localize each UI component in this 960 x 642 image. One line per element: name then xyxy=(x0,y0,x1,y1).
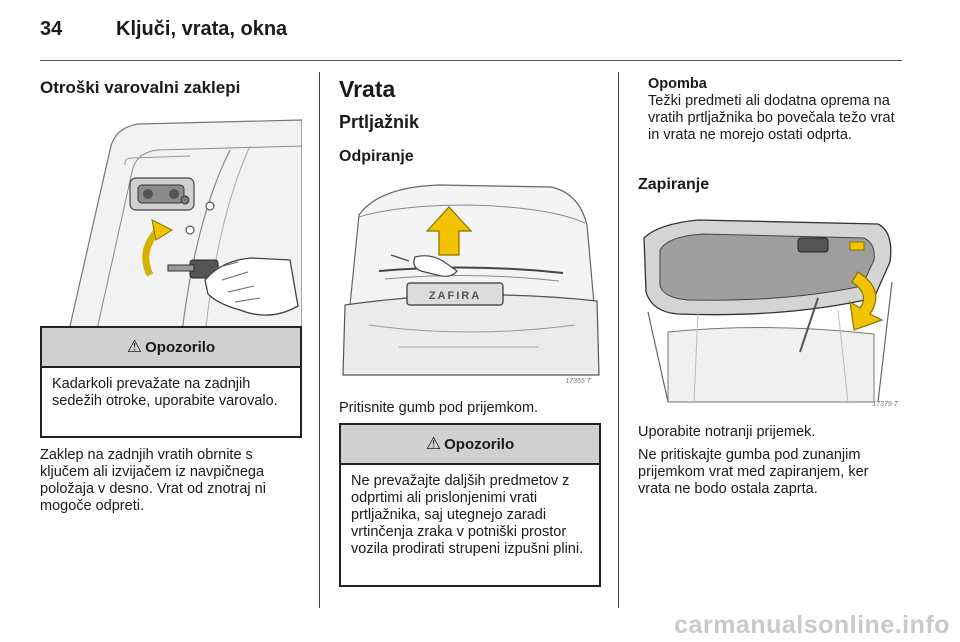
page-title: Ključi, vrata, okna xyxy=(116,18,288,40)
subsection-title-tailgate: Prtljažnik xyxy=(339,112,420,132)
subsection-title-closing: Zapiranje xyxy=(638,176,710,193)
column-divider xyxy=(618,72,619,608)
tailgate-opening-instruction: Pritisnite gumb pod prijemkom. xyxy=(339,400,539,416)
license-plate-text: ZAFIRA xyxy=(428,290,482,302)
warning-title: Opozorilo xyxy=(145,338,216,356)
page-number: 34 xyxy=(40,18,63,40)
warning-box-child-locks xyxy=(40,326,302,438)
tailgate-opening-illustration xyxy=(339,175,601,389)
note-block xyxy=(648,76,898,144)
section-title-doors: Vrata xyxy=(339,76,396,102)
warning-triangle-icon: ⚠ xyxy=(126,337,143,356)
tailgate-opening-drawing xyxy=(339,175,601,389)
warning-text: Kadarkoli prevažate na zadnjih sedežih otroke, uporabite varovalo. xyxy=(52,376,278,409)
warning-triangle-icon: ⚠ xyxy=(425,434,442,453)
note-text: Težki predmeti ali dodatna oprema na vratih prtljažnika bo povečala težo vrat in vrata ne morejo ostati odprta. xyxy=(648,93,895,143)
header-rule xyxy=(40,60,902,61)
tailgate-closing-drawing xyxy=(638,202,900,412)
note-title: Opomba xyxy=(648,76,707,92)
child-lock-instructions: Zaklep na zadnjih vratih obrnite s ključem ali izvijačem iz navpičnega položaja v desno. Vrat od znotraj ni mogoče odpreti. xyxy=(40,447,266,514)
warning-text: Ne prevažajte daljših predmetov z odprtimi ali prislonjenimi vrati prtljažnika, saj utegnejo zaradi vrtinčenja zraka v potniški prostor vozila prodirati strupeni izpušni plini. xyxy=(351,473,584,557)
tailgate-closing-caution: Ne pritiskajte gumba pod zunanjim prijemkom vrat med zapiranjem, ker vrata ne bodo ostala zaprta. xyxy=(638,447,869,497)
tailgate-closing-illustration xyxy=(638,202,900,412)
column-divider xyxy=(319,72,320,608)
warning-box-tailgate xyxy=(339,423,601,587)
subsection-title-opening: Odpiranje xyxy=(339,148,414,165)
warning-title: Opozorilo xyxy=(444,435,515,453)
image-code: 17379 T xyxy=(872,401,898,408)
image-code: 17355 T xyxy=(565,378,591,385)
section-title-child-locks: Otroški varovalni zaklepi xyxy=(40,78,241,97)
warning-header xyxy=(42,328,300,368)
watermark: carmanualsonline.info xyxy=(674,611,950,639)
warning-header xyxy=(341,425,599,465)
tailgate-closing-instruction: Uporabite notranji prijemek. xyxy=(638,424,816,440)
